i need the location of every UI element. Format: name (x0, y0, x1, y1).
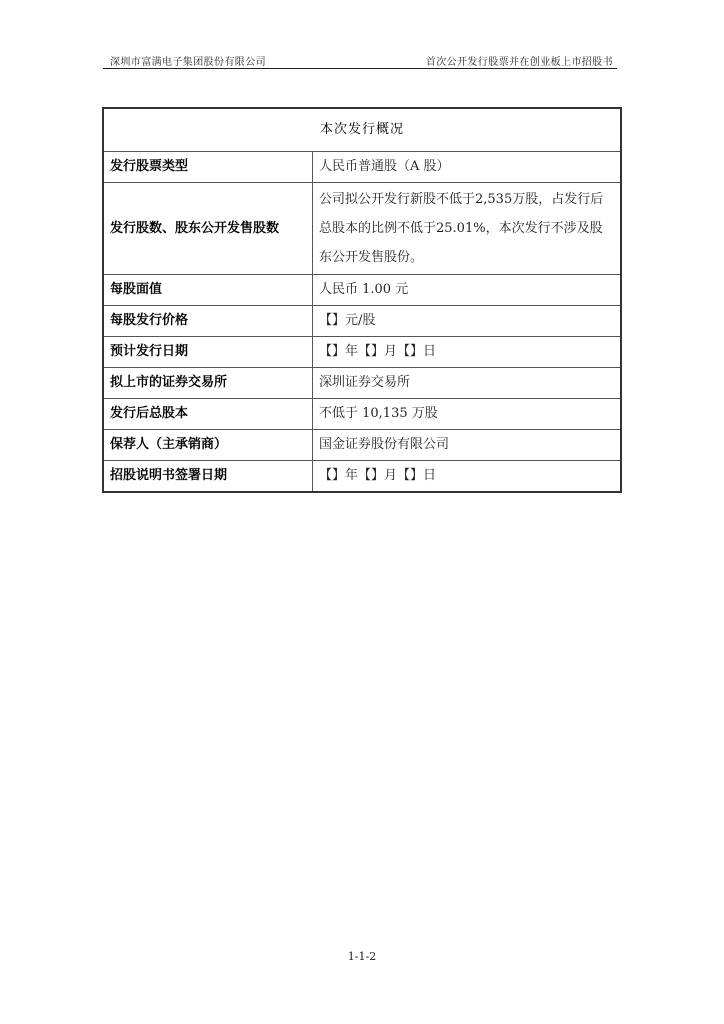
row-value: 不低于 10,135 万股 (313, 399, 622, 430)
row-value: 【】元/股 (313, 306, 622, 337)
row-value: 公司拟公开发行新股不低于2,535万股，占发行后总股本的比例不低于25.01%，本次发行不涉及股东公开发售股份。 (313, 183, 622, 275)
header-document-title: 首次公开发行股票并在创业板上市招股书 (425, 57, 613, 68)
table-row (103, 399, 621, 430)
table-row (103, 152, 621, 183)
table-row (103, 306, 621, 337)
table-row (103, 337, 621, 368)
table-row (103, 275, 621, 306)
row-label: 拟上市的证券交易所 (103, 368, 313, 399)
row-value: 人民币普通股（A 股） (313, 152, 622, 183)
table-row (103, 461, 621, 493)
offering-summary-table (102, 107, 622, 493)
page-header (103, 50, 617, 69)
row-label: 预计发行日期 (103, 337, 313, 368)
table-title: 本次发行概况 (103, 108, 621, 152)
table-row (103, 430, 621, 461)
page-number: 1-1-2 (347, 950, 377, 963)
row-label: 发行股数、股东公开发售股数 (103, 183, 313, 275)
row-label: 保荐人（主承销商） (103, 430, 313, 461)
table-title-row (103, 108, 621, 152)
row-label: 发行股票类型 (103, 152, 313, 183)
table-row (103, 368, 621, 399)
row-label: 每股面值 (103, 275, 313, 306)
row-label: 每股发行价格 (103, 306, 313, 337)
table-row (103, 183, 621, 275)
row-value: 【】年【】月【】日 (313, 461, 622, 493)
row-value: 【】年【】月【】日 (313, 337, 622, 368)
row-label: 招股说明书签署日期 (103, 461, 313, 493)
row-value: 深圳证券交易所 (313, 368, 622, 399)
header-company-name: 深圳市富满电子集团股份有限公司 (110, 57, 266, 68)
row-value: 人民币 1.00 元 (313, 275, 622, 306)
row-value: 国金证券股份有限公司 (313, 430, 622, 461)
row-label: 发行后总股本 (103, 399, 313, 430)
